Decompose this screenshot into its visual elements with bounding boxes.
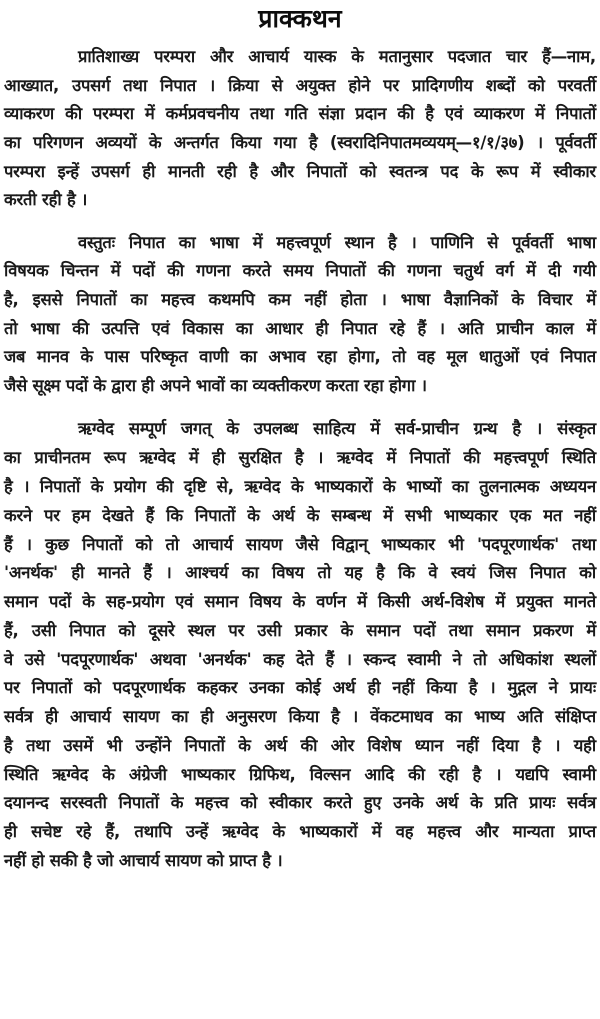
text-line: हैं, उसी निपात को दूसरे स्थल पर उसी प्रकार के समान पदों तथा समान प्रकरण में [4, 621, 596, 640]
text-line: पर निपातों को पदपूरणार्थक कहकर उनका कोई अर्थ ही नहीं किया है । मुद्गल ने प्रायः [4, 678, 596, 697]
text-line: व्याकरण की परम्परा में कर्मप्रवचनीय तथा गति संज्ञा प्रदान की है एवं व्याकरण में निपातों [4, 104, 596, 123]
text-line: है । निपातों के प्रयोग की दृष्टि से, ऋग्वेद के भाष्यकारों के भाष्यों का तुलनात्मक अध्ययन [4, 477, 596, 496]
text-line: जैसे सूक्ष्म पदों के द्वारा ही अपने भावों का व्यक्तीकरण करता रहा होगा । [4, 376, 427, 395]
text-line: परम्परा इन्हें उपसर्ग ही मानती रही है और निपातों को स्वतन्त्र पद के रूप में स्वीकार [4, 162, 596, 181]
text-line: का परिगणन अव्ययों के अन्तर्गत किया गया है (स्वरादिनिपातमव्ययम्—१/१/३७) । पूर्ववर्ती [4, 133, 596, 152]
text-line: प्रातिशाख्य परम्परा और आचार्य यास्क के मतानुसार पदजात चार हैं—नाम, [78, 47, 596, 66]
page-title: प्राक्कथन [258, 4, 342, 33]
text-line: दयानन्द सरस्वती निपातों के महत्त्व को स्वीकार करते हुए उनके अर्थ के प्रति प्रायः सर्वत्र [4, 793, 596, 812]
text-line: करती रही है । [4, 190, 88, 209]
text-line: आख्यात, उपसर्ग तथा निपात । क्रिया से अयुक्त होने पर प्रादिगणीय शब्दों को परवर्ती [4, 76, 596, 95]
text-line: नहीं हो सकी है जो आचार्य सायण को प्राप्त है । [4, 851, 283, 870]
text-line: है, इससे निपातों का महत्त्व कथमपि कम नहीं होता । भाषा वैज्ञानिकों के विचार में [4, 290, 596, 309]
text-line: है तथा उसमें भी उन्होंने निपातों के अर्थ की ओर विशेष ध्यान नहीं दिया है । यही [4, 736, 596, 755]
text-line: स्थिति ऋग्वेद के अंग्रेजी भाष्यकार ग्रिफिथ, विल्सन आदि की रही है । यद्यपि स्वामी [4, 765, 596, 784]
text-line: जब मानव के पास परिष्कृत वाणी का अभाव रहा होगा, तो वह मूल धातुओं एवं निपात [4, 347, 596, 366]
text-line: विषयक चिन्तन में पदों की गणना करते समय निपातों की गणना चतुर्थ वर्ग में दी गयी [4, 261, 596, 280]
text-line: हैं । कुछ निपातों को तो आचार्य सायण जैसे विद्वान् भाष्यकार भी 'पदपूरणार्थक' तथा [4, 535, 596, 554]
text-line: 'अनर्थक' ही मानते हैं । आश्चर्य का विषय तो यह है कि वे स्वयं जिस निपात को [4, 563, 596, 582]
text-line: ऋग्वेद सम्पूर्ण जगत् के उपलब्ध साहित्य में सर्व-प्राचीन ग्रन्थ है । संस्कृत [78, 419, 596, 438]
text-line: वस्तुतः निपात का भाषा में महत्त्वपूर्ण स्थान है । पाणिनि से पूर्ववर्ती भाषा [78, 233, 596, 252]
text-line: सर्वत्र ही आचार्य सायण का ही अनुसरण किया है । वेंकटमाधव का भाष्य अति संक्षिप्त [4, 707, 596, 726]
text-line: ही सचेष्ट रहे हैं, तथापि उन्हें ऋग्वेद के भाष्यकारों में वह महत्त्व और मान्यता प्राप्त [4, 822, 596, 841]
text-line: तो भाषा की उत्पत्ति एवं विकास का आधार ही निपात रहे हैं । अति प्राचीन काल में [4, 319, 596, 338]
text-line: समान पदों के सह-प्रयोग एवं समान विषय के वर्णन में किसी अर्थ-विशेष में प्रयुक्त मानते [4, 592, 596, 611]
text-line: वे उसे 'पदपूरणार्थक' अथवा 'अनर्थक' कह देते हैं । स्कन्द स्वामी ने तो अधिकांश स्थलों [4, 650, 596, 669]
text-line: का प्राचीनतम रूप ऋग्वेद में ही सुरक्षित है । ऋग्वेद में निपातों की महत्त्वपूर्ण स्थिति [4, 448, 596, 467]
text-line: करने पर हम देखते हैं कि निपातों के अर्थ के सम्बन्ध में सभी भाष्यकार एक मत नहीं [4, 506, 596, 525]
